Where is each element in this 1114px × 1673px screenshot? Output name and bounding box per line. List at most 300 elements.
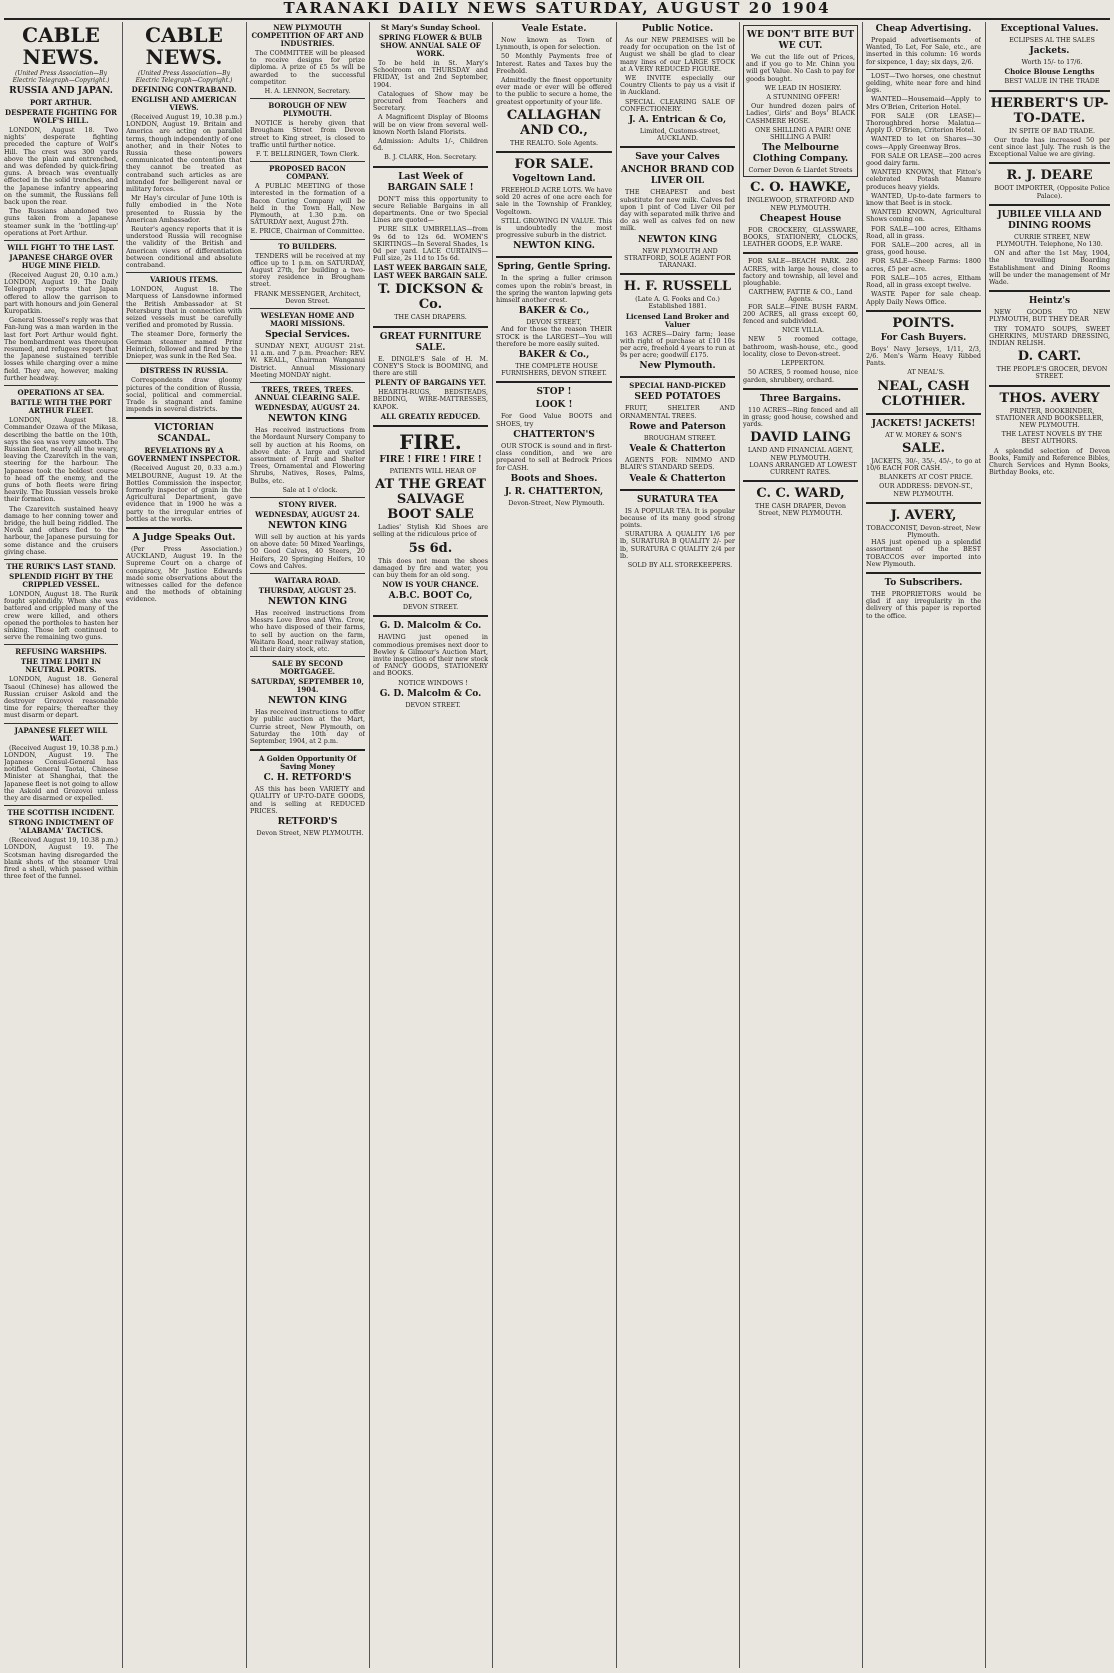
ad-text: THE CASH DRAPERS. [394, 313, 467, 322]
ad-title: C. H. RETFORD'S [263, 773, 352, 784]
ad-text: AGENTS FOR: NIMMO AND BLAIR'S STANDARD SEEDS. [620, 456, 735, 472]
ad-text: For Good Value BOOTS and SHOES, try [496, 412, 612, 428]
notice-title: WEDNESDAY, AUGUST 24. [255, 403, 360, 413]
article-paragraph: The steamer Dore, formerly the German steamer named Prinz Heinrich, followed and fired by the Dnieper, was sunk in the Red Sea. [126, 330, 242, 361]
divider [989, 90, 1110, 92]
notice-title: TREES, TREES, TREES. ANNUAL CLEARING SALE. [254, 385, 361, 403]
notice-title: PROPOSED BACON COMPANY. [269, 164, 346, 182]
ad-text: THE PROPRIETORS would be glad if any irregularity in the delivery of this paper is reported to the office. [866, 589, 981, 620]
classified-ad: WANTED—Housemaid—Apply to Mrs O'Brien, Criterion Hotel. [866, 95, 981, 111]
ad-title: RETFORD'S [277, 816, 338, 827]
ad-title: NEWTON KING [637, 234, 718, 245]
column-rule [122, 22, 123, 1668]
subheading: VARIOUS ITEMS. [150, 275, 218, 285]
ad-title: ANCHOR BRAND COD LIVER OIL [620, 165, 735, 187]
column-1 [4, 22, 118, 1668]
ad-title: ALL GREATLY REDUCED. [380, 411, 481, 421]
divider [620, 146, 735, 148]
ad-title: CALLAGHAN AND CO., [506, 107, 602, 138]
notice-title: St Mary's Sunday School. [380, 23, 481, 32]
subheading: DEFINING CONTRABAND. [131, 85, 237, 94]
divider [743, 388, 858, 390]
notice-text: A PUBLIC MEETING of those interested in the formation of a Bacon Curing Company will be held in the Town Hall, New Plymouth, at 1.30 p.m. on SATURDAY next, August 27th. [250, 182, 365, 227]
ad-title: Veale & Chatterton [629, 444, 726, 455]
ad-title: CHATTERTON'S [513, 429, 595, 440]
ad-title: DAVID LAING [750, 430, 851, 446]
ad-title: NOW IS YOUR CHANCE. [382, 580, 479, 590]
ad-text: AS this has been VARIETY and QUALITY of UP-TO-DATE GOODS, and is selling at REDUCED PRICES. [250, 785, 365, 815]
ad-text: A splendid selection of Devon Books, Family and Reference Bibles, Church Services and Hymn Books, Birthday Books, etc. [989, 446, 1110, 477]
article-paragraph: Correspondents draw gloomy pictures of the condition of Russia, social, political and commercial. Trade is stagnant and famine impends in several districts. [126, 376, 242, 414]
column-heading: CABLE NEWS. [145, 23, 223, 69]
notice-title: STONY RIVER. [278, 499, 337, 509]
ad-text: Our hundred dozen pairs of Ladies', Girls' and Boys' BLACK CASHMERE HOSE. [746, 102, 855, 125]
ad-title: SEED POTATOES [634, 392, 721, 403]
ad-text: Devon-Street, New Plymouth. [508, 498, 605, 507]
article-paragraph: LONDON, August 18. Two nights' desperate fighting preceded the capture of Wolf's Hill. The crest was 300 yards above the plain and entrenched, and was defended by quick-firing guns. A breach was eventually effected in the solid trenches, and the Japanese infantry appearing on the summit, the Russians fell back upon the rear. [4, 126, 118, 207]
ad-text: INGLEWOOD, STRATFORD AND NEW PLYMOUTH. [746, 196, 855, 212]
divider [250, 749, 365, 751]
ad-title: Boots and Shoes. [510, 473, 598, 484]
ad-text: AT W. MOREY & SON'S [885, 430, 962, 439]
ad-text: FOR SALE—BEACH PARK. 280 ACRES, with large house, close to factory and township, all level and ploughable. [743, 257, 858, 288]
ad-text: BROUGHAM STREET. [643, 433, 717, 442]
ad-text: AT NEAL'S. [907, 368, 945, 377]
ad-title: FIRE ! FIRE ! FIRE ! [379, 454, 482, 465]
subheading: THE RURIK'S LAST STAND. [6, 561, 116, 571]
ad-text: Admittedly the finest opportunity ever made or ever will be offered to the public to secure a home, the greatest opportunity of your life. [496, 76, 612, 106]
divider [743, 480, 858, 482]
ad-title: J. A. Entrican & Co, [628, 115, 727, 126]
ad-text: FOR SALE—FINE BUSH FARM. 200 ACRES, all grass except 60, fenced and subdivided. [743, 302, 858, 326]
article-paragraph: (Received August 20, 0.10 a.m.) LONDON, August 19. The Daily Telegraph reports that Japan offered to allow the garrison to part with honours and join General Kuropatkin. [4, 271, 118, 316]
ad-title: G. D. Malcolm & Co. [379, 621, 482, 632]
divider [250, 656, 365, 657]
notice-signature: H. A. LENNON, Secretary. [264, 87, 351, 96]
auctioneer-name: NEWTON KING [267, 596, 348, 607]
ad-text: And for those the reason THEIR STOCK is the LARGEST—You will therefore be more easily suited. [496, 325, 612, 348]
column-rule [492, 22, 493, 1668]
column-3 [250, 22, 365, 1668]
divider [250, 161, 365, 162]
classified-ad: WASTE Paper for sale cheap. Apply Daily News Office. [866, 290, 981, 306]
classified-ad: WANTED KNOWN, that Fitton's celebrated Potash Manure produces heavy yields. [866, 168, 981, 191]
notice-signature: FRANK MESSENGER, Architect, Devon Street. [254, 289, 361, 305]
notice-title: SATURDAY, SEPTEMBER 10, 1904. [251, 677, 364, 695]
classified-ad: FOR SALE—105 acres, Eltham Road, all in grass except twelve. [866, 273, 981, 290]
ad-title: A Golden Opportunity Of Saving Money [258, 754, 357, 772]
ad-title: NEWTON KING. [513, 241, 595, 252]
ad-title: R. J. DEARE [1006, 168, 1093, 184]
ad-title: For Cash Buyers. [880, 332, 967, 343]
subheading: THE SCOTTISH INCIDENT. [7, 808, 115, 818]
ad-text: BLANKETS AT COST PRICE. [879, 473, 973, 482]
ad-text: DON'T miss this opportunity to secure Reliable Bargains in all departments. One or two Special Lines are quoted— [373, 194, 488, 225]
divider [250, 573, 365, 574]
ad-title: Public Notice. [641, 24, 714, 34]
notice-signature: CARTHEW, FATTIE & CO., Land Agents. [748, 288, 853, 304]
divider [866, 413, 981, 415]
divider [866, 502, 981, 504]
ad-text: BOOT IMPORTER, (Opposite Police Palace). [994, 184, 1110, 200]
column-9 [989, 22, 1110, 1668]
ad-title: Veale & Chatterton [629, 473, 726, 484]
ad-text: PRINTER, BOOKBINDER, STATIONER AND BOOKSELLER, NEW PLYMOUTH. [995, 406, 1104, 430]
divider [126, 272, 242, 273]
divider [989, 385, 1110, 387]
ad-title: J. R. CHATTERTON, [504, 486, 604, 497]
ad-text: Prepaid advertisements of Wanted, To Let, For Sale, etc., are inserted in this column: 16 words for sixpence, 1 day; six days, 2/6. [866, 36, 981, 66]
ad-text: This does not mean the shoes damaged by fire and water, you can buy them for an old song. [373, 556, 488, 579]
ad-text: SPECIAL CLEARING SALE OF CONFECTIONERY. [620, 97, 735, 113]
byline: (United Press Association—By Electric Telegraph—Copyright.) [135, 70, 233, 84]
ad-title: Heintz's [1028, 296, 1071, 307]
ad-text: 110 ACRES—Ring fenced and all in grass; good house, cowshed and yards. [743, 405, 858, 429]
ad-title: A.B.C. BOOT Co, [388, 591, 473, 602]
divider [4, 559, 118, 560]
classified-ad: WANTED, Up-to-date farmers to know that Beet is in stock. [866, 191, 981, 208]
subheading: ENGLISH AND AMERICAN VIEWS. [131, 95, 237, 112]
ad-text: Devon Street, NEW PLYMOUTH. [256, 828, 364, 837]
column-6 [620, 22, 735, 1668]
column-rule [739, 22, 740, 1668]
article-paragraph: The Russians abandoned two guns taken from a Japanese steamer sunk in the 'bottling-up' operations at Port Arthur. [4, 207, 118, 237]
article-paragraph: Reuter's agency reports that it is understood Russia will recognise the validity of the British and American views of differentiation between conditional and absolute contraband. [126, 225, 242, 270]
divider [496, 151, 612, 153]
column-8 [866, 22, 981, 1668]
notice-signature: B. J. CLARK, Hon. Secretary. [384, 153, 477, 162]
column-rule [985, 22, 986, 1668]
ad-text: STILL GROWING IN VALUE. This is undoubtedly the most progressive suburb in the district. [496, 216, 612, 240]
column-rule [616, 22, 617, 1668]
subheading: BATTLE WITH THE PORT ARTHUR FLEET. [10, 398, 112, 416]
ad-text: THE REALTO. Sole Agents. [509, 138, 599, 147]
section-heading: A Judge Speaks Out. [132, 532, 236, 543]
ad-text: LEPPERTON. [781, 359, 825, 368]
divider [126, 417, 242, 419]
subheading: THE TIME LIMIT IN NEUTRAL PORTS. [20, 657, 102, 675]
ad-title: LAST WEEK BARGAIN SALE, LAST WEEK BARGAIN SALE. [373, 263, 488, 281]
divider [250, 239, 365, 240]
ad-text: Limited, Customs-street, AUCKLAND. [639, 127, 721, 143]
article-paragraph: (Per Press Association.) AUCKLAND, August 19. In the Supreme Court on a charge of conspiracy, Mr Justice Edwards made some observations about the witnesses called for the defence and the methods of obtaining evidence. [126, 544, 242, 604]
ad-text: THE LATEST NOVELS BY THE BEST AUTHORS. [1001, 430, 1103, 446]
divider [373, 425, 488, 427]
notice-title: TO BUILDERS. [278, 241, 337, 251]
notice-text: TENDERS will be received at my office up to 1 p.m. on SATURDAY, August 27th, for building a two-storey residence in Brougham street. [250, 251, 365, 289]
ad-text: In the spring a fuller crimson comes upon the robin's breast, in the spring the wanton lapwing gets himself another crest. [496, 274, 612, 305]
ad-title: BAKER & Co., [518, 350, 590, 361]
article-paragraph: The Czarevitch sustained heavy damage to her conning tower and bridge, the hull being riddled. The Novik and others fled to the harbour, the Japanese pursuing for some distance and the cruisers giving chase. [4, 504, 118, 556]
ad-title: Exceptional Values. [1000, 24, 1099, 34]
divider [866, 69, 981, 70]
divider [4, 723, 118, 724]
ad-text: IN SPITE OF BAD TRADE. [1009, 126, 1095, 135]
auctioneer-name: NEWTON KING [267, 520, 348, 531]
divider [126, 527, 242, 529]
divider [4, 644, 118, 645]
classified-ad: FOR SALE (OR LEASE)—Thoroughbred horse Malatua—Apply D. O'Brien, Criterion Hotel. [866, 111, 981, 135]
classified-ad: LOST—Two horses, one chestnut gelding, white near fore and hind legs. [866, 71, 981, 95]
notice-title: WESLEYAN HOME AND MAORI MISSIONS. [260, 311, 355, 329]
ad-title: WE DON'T BITE BUT WE CUT. [746, 30, 855, 51]
column-rule [369, 22, 370, 1668]
ad-text: Corner Devon & Liardet Streets [748, 166, 853, 175]
ad-title: The Melbourne Clothing Company. [752, 143, 849, 165]
ad-text: NEW GOODS TO NEW PLYMOUTH, BUT THEY DEAR [989, 308, 1110, 324]
ad-text: ECLIPSES AL THE SALES [1009, 36, 1095, 44]
ad-text: FOR CROCKERY, GLASSWARE, BOOKS, STATIONERY, CLOCKS, LEATHER GOODS, E.P. WARE. [743, 225, 858, 249]
masthead-rule [4, 18, 1110, 20]
classified-ad: FOR SALE OR LEASE—200 acres good dairy farm. [866, 151, 981, 168]
ad-text: PURE SILK UMBRELLAS—from 9s 6d to 12s 6d. WOMEN'S SKIRTINGS—In Several Shades, 1s 0d per yard. LACE CURTAINS—Full size, 2s 11d to 15s 6d. [373, 225, 488, 263]
divider [373, 166, 488, 168]
ad-text: TRY TOMATO SOUPS, SWEET GHERKINS, MUSTARD DRESSING, INDIAN RELISH. [989, 324, 1110, 348]
ad-title: Spring, Gentle Spring. [497, 262, 611, 273]
ad-text: We cut the life out of Prices, and if you go to Mr. Chinn you will get Value. No Cash to pay for goods bought. [746, 53, 855, 83]
ad-text: HAVING just opened in commodious premises next door to Bewley & Gilmour's Auction Mart, invite inspection of their new stock of FANCY GOODS, STATIONERY and BOOKS. [373, 633, 488, 678]
section-heading: VICTORIAN SCANDAL. [154, 423, 214, 445]
article-paragraph: (Received August 20, 0.33 a.m.) MELBOURNE, August 19. At the Bottles Commission the inspector, formerly inspector of grain in the Agricultural Department, gave evidence that in 1900 he was a party to the irregular entries of bottles at the works. [126, 464, 242, 523]
notice-text: A Magnificent Display of Blooms will be on view from several well-known North Island Florists. [373, 113, 488, 136]
ad-title: LOOK ! [535, 400, 573, 411]
column-5 [496, 22, 612, 1668]
ad-title: C. O. HAWKE, [750, 180, 851, 196]
ad-title: Cheap Advertising. [875, 24, 972, 34]
article-paragraph: (Received August 19, 10.38 p.m.) LONDON, August 19. Britain and America are acting on parallel terms, though independently of one another, and in their Notes to Russia these powers communicated the contention that they cannot be treated as contraband such articles as are intended for belligerent naval or military forces. [126, 113, 242, 194]
ad-text: WE INVITE especially our Country Clients to pay us a visit if in Auckland. [620, 74, 735, 97]
auctioneer-name: NEWTON KING [267, 696, 348, 707]
ad-title: Licensed Land Broker and Valuer [625, 311, 730, 329]
ad-text: THE COMPLETE HOUSE FURNISHERS, DEVON STREET. [501, 362, 607, 378]
divider [4, 805, 118, 806]
notice-title: SPRING FLOWER & BULB SHOW. ANNUAL SALE OF WORK. [378, 33, 483, 58]
subheading: JAPANESE CHARGE OVER HUGE MINE FIELD. [9, 253, 113, 271]
ad-text: THE CASH DRAPER, Devon Street, NEW PLYMOUTH. [755, 502, 846, 518]
article-paragraph: LONDON, August 18. The Marquess of Lansdowne informed the British Ambassador at St Petersburg that in connection with seized vessels must be carefully verified and promoted by Russia. [126, 285, 242, 330]
ad-text: (Late A. G. Fooks and Co.) Established 1881. [635, 295, 720, 311]
notice-text: Admission: Adults 1/-, Children 6d. [373, 137, 488, 153]
notice-title: SALE BY SECOND MORTGAGEE. [272, 659, 343, 677]
divider [989, 162, 1110, 164]
classified-ad: FOR SALE—200 acres, all in grass, good house. [866, 241, 981, 257]
ad-text: Boys' Navy Jerseys, 1/11, 2/3, 2/6. Men's Warm Heavy Ribbed Pants. [866, 344, 981, 368]
divider [620, 273, 735, 275]
ad-title: Veale Estate. [521, 24, 587, 34]
ad-title: AT THE GREAT SALVAGE BOOT SALE [375, 477, 486, 523]
divider [620, 489, 735, 491]
subheading: SPLENDID FIGHT BY THE CRIPPLED VESSEL. [9, 571, 113, 589]
ad-price: 5s 6d. [408, 540, 453, 556]
column-7 [743, 22, 858, 1668]
ad-text: THE PEOPLE'S GROCER, DEVON STREET. [996, 365, 1108, 381]
subheading: REVELATIONS BY A GOVERNMENT INSPECTOR. [127, 446, 241, 464]
divider [989, 290, 1110, 292]
classified-ad: FOR SALE—100 acres, Elthams Road, all in grass. [866, 224, 981, 240]
notice-title: WEDNESDAY, AUGUST 24. [255, 509, 360, 519]
notice-text: Has received instructions from Messrs Love Bros and Wm. Crow, who have disposed of their farms, to sell by auction on the farm, Waitara Road, near railway station, all their dairy stock, etc. [250, 608, 365, 653]
ad-text: OUR ADDRESS: DEVON-ST., NEW PLYMOUTH. [879, 482, 973, 498]
ad-text: NOTICE WINDOWS ! [398, 678, 468, 687]
column-2 [126, 22, 242, 1668]
masthead-title: TARANAKI DAILY NEWS SATURDAY, AUGUST 20 1904 [283, 0, 831, 17]
column-heading: CABLE NEWS. [22, 23, 100, 69]
classified-ad: FOR SALE—Sheep Farms: 1800 acres, £5 per acre. [866, 257, 981, 273]
notice-signature: E. PRICE, Chairman of Committee. [250, 227, 365, 236]
ad-title: JUBILEE VILLA AND DINING ROOMS [997, 209, 1102, 231]
notice-text: Catalogues of Show may be procured from Teachers and Secretary. [373, 89, 488, 113]
subheading: WILL FIGHT TO THE LAST. [7, 243, 115, 253]
classified-ad: WANTED KNOWN, Agricultural Shows coming on. [866, 208, 981, 224]
ad-text: THE CHEAPEST and best substitute for new milk. Calves fed upon 1 pint of Cod Liver Oil per day with separated milk thrive and do as well as calves fed on new milk. [620, 188, 735, 233]
ad-box [743, 25, 858, 177]
ad-text: ON and after the 1st May, 1904, the travelling Boarding Establishment and Dining Rooms will be under the management of Mr Wade. [989, 249, 1110, 287]
ad-title: Vogeltown Land. [512, 174, 596, 185]
ad-text: DEVON STREET. [402, 603, 459, 612]
byline: (United Press Association—By Electric Telegraph—Copyright.) [12, 70, 110, 84]
ad-text: 50 ACRES, 5 roomed house, nice garden, shrubbery, orchard. [743, 368, 858, 384]
ad-title: PLENTY OF BARGAINS YET. [375, 378, 486, 388]
ad-text: SURATURA A QUALITY 1/6 per lb, SURATURA B QUALITY 2/- per lb, SURATURA C QUALITY 2/4 per lb. [620, 530, 735, 560]
divider [250, 308, 365, 309]
ad-text: A STUNNING OFFER! [766, 93, 840, 102]
notice-text: The COMMITTEE will be pleased to receive designs for prize diploma. A prize of £5 5s will be awarded to the successful competitor. [250, 49, 365, 86]
ad-text: NICE VILLA. [782, 326, 824, 335]
divider [620, 376, 735, 378]
ad-title: SURATURA TEA [637, 494, 718, 505]
ad-title: Cheapest House [759, 213, 842, 224]
notice-text: NOTICE is hereby given that Brougham Street from Devon street to King street, is closed to traffic until further notice. [250, 119, 365, 149]
ad-title: STOP ! [536, 387, 572, 398]
notice-title: THURSDAY, AUGUST 25. [258, 585, 357, 595]
article-paragraph: Mr Hay's circular of June 10th is fully embodied in the Note presented to Russia by the American Ambassador. [126, 194, 242, 224]
notice-title: BOROUGH OF NEW PLYMOUTH. [268, 101, 347, 119]
column-4 [373, 22, 488, 1668]
notice-text: SUNDAY NEXT, AUGUST 21st. 11 a.m. and 7 p.m. Preacher: REV. W. KEALL, Chairman Wanganui District. Annual Missionary Meeting MONDAY night. [250, 342, 365, 379]
ad-title: T. DICKSON & Co. [378, 282, 483, 313]
ad-text: IS A POPULAR TEA. It is popular because of its many good strong points. [620, 506, 735, 529]
ad-title: JACKETS! JACKETS! [871, 418, 976, 429]
divider [866, 310, 981, 312]
ad-text: E. DINGLE'S Sale of H. M. CONEY'S Stock is BOOMING, and there are still [373, 354, 488, 378]
divider [4, 385, 118, 386]
divider [250, 497, 365, 498]
ad-title: C. C. WARD, [756, 486, 845, 502]
notice-signature: F. T. BELLRINGER, Town Clerk. [255, 150, 360, 159]
divider [743, 252, 858, 254]
divider [496, 256, 612, 258]
notice-text: To be held in St. Mary's Schoolroom on THURSDAY and FRIDAY, 1st and 2nd September, 1904. [373, 59, 488, 89]
ad-title: Jackets. [1029, 46, 1070, 57]
notice-title: Special Services. [265, 330, 350, 341]
subheading: REFUSING WARSHIPS. [15, 647, 107, 657]
notice-title: NEW PLYMOUTH COMPETITION OF ART AND INDUSTRIES. [251, 23, 364, 48]
ad-text: FRUIT, SHELTER AND ORNAMENTAL TREES. [620, 404, 735, 420]
ad-title: THOS. AVERY [999, 390, 1100, 406]
ad-title: G. D. Malcolm & Co. [379, 688, 482, 699]
divider [250, 382, 365, 383]
ad-text: WE LEAD IN HOSIERY. [764, 83, 842, 92]
subheading: PORT ARTHUR. [29, 98, 92, 107]
subheading: STRONG INDICTMENT OF 'ALABAMA' TACTICS. [8, 818, 114, 836]
column-rule [862, 22, 863, 1668]
notice-text: Has received instructions from the Mordaunt Nursery Company to sell by auction at his Rooms, on above date: A large and varied assortment of Fruit and Shelter Trees, Ornamental and Flowering Shrubs, Natives, Roses, Palms, Bulbs, etc. [250, 426, 365, 485]
ad-text: 50 Monthly Payments free of Interest. Rates and Taxes buy the Freehold. [496, 52, 612, 75]
ad-text: As our NEW PREMISES will be ready for occupation on the 1st of August we shall be glad to clear many lines of our LARGE STOCK at A VERY REDUCED FIGURE. [620, 36, 735, 73]
ad-title: NEAL, CASH CLOTHIER. [877, 378, 970, 409]
ad-title: D. CART. [1017, 349, 1082, 365]
ad-title: Save your Calves [635, 152, 720, 163]
ad-text: Now known as Town of Lynmouth, is open for selection. [496, 36, 612, 52]
ad-text: CURRIE STREET, NEW PLYMOUTH. Telephone, No 130. [996, 232, 1103, 249]
ad-title: J. AVERY, [890, 507, 957, 523]
divider [373, 615, 488, 617]
ad-title: BAKER & Co., [518, 306, 590, 317]
ad-title: Choice Blouse Lengths [1004, 67, 1095, 77]
classified-ad: WANTED to let on Shares—30 cows—Apply Greenway Bros. [866, 135, 981, 151]
divider [866, 572, 981, 574]
ad-text: HAS just opened up a splendid assortment of the BEST TOBACCOS ever imported into New Plymouth. [866, 538, 981, 568]
ad-title: SPECIAL HAND-PICKED [629, 381, 726, 391]
ad-text: 163 ACRES—Dairy farm; lease with right of purchase at £10 10s per acre, freehold 4 years to run at 9s per acre; goodwill £175. [620, 329, 735, 360]
divider [496, 381, 612, 383]
article-paragraph: LONDON, August 18. General Tsaoul (Chinese) has allowed the Russian cruiser Askold and the destroyer Grozovoi reasonable time for repairs; thereafter they must disarm or depart. [4, 675, 118, 720]
ad-title: Rowe and Paterson [629, 421, 726, 432]
article-paragraph: (Received August 19, 10.38 p.m.) LONDON, August 19. The Japanese Consul-General has notified General Taotai, Chinese Minister at Shanghai, that the Japanese fleet is not going to allow the Askold and Grozovoi unless they are disarmed or expelled. [4, 743, 118, 803]
subheading: DISTRESS IN RUSSIA. [139, 366, 229, 376]
ad-text: Worth 15/- to 17/6. [1021, 58, 1083, 67]
ad-text: NEW PLYMOUTH AND STRATFORD, SOLE AGENT FOR TARANAKI. [624, 246, 731, 270]
ad-text: ONE SHILLING A PAIR! ONE SHILLING A PAIR! [754, 125, 852, 142]
ad-title: SALE. [901, 440, 946, 456]
article-paragraph: LONDON, August 18. The Rurik fought splendidly. When she was battered and crippled many of the crew were killed, and others opened the portholes to hasten her sinking. Those left continued to serve the remaining two guns. [4, 589, 118, 642]
ad-text: BEST VALUE IN THE TRADE [1004, 77, 1100, 86]
ad-text: PATIENTS WILL HEAR OF [389, 466, 477, 475]
subheading: DESPERATE FIGHTING FOR WOLF'S HILL. [5, 108, 117, 125]
ad-text: NEW 5 roomed cottage, bathroom, wash-house, etc., good locality, close to Devon-street. [743, 335, 858, 358]
ad-title: New Plymouth. [639, 361, 716, 372]
subheading: JAPANESE FLEET WILL WAIT. [14, 725, 108, 743]
ad-title: Three Bargains. [759, 393, 842, 404]
ad-text: HEARTH-RUGS, BEDSTEADS, BEDDING, WIRE-MATTRESSES, KAPOK. [373, 388, 488, 411]
ad-title: HERBERT'S UP-TO-DATE. [990, 95, 1109, 126]
ad-text: Our trade has increased 50 per cent since last July. The rush is the Exceptional Value we are giving. [989, 135, 1110, 159]
ad-title: POINTS. [892, 315, 955, 331]
ad-title: FIRE. [399, 429, 462, 454]
ad-title: Last Week of BARGAIN SALE ! [387, 171, 474, 193]
ad-title: FOR SALE. [514, 157, 594, 173]
ad-text: LAND AND FINANCIAL AGENT, NEW PLYMOUTH. [747, 446, 854, 462]
ad-text: SOLD BY ALL STOREKEEPERS. [627, 560, 733, 569]
ad-text: LOANS ARRANGED AT LOWEST CURRENT RATES. [749, 460, 857, 476]
divider [126, 363, 242, 364]
ad-text: OUR STOCK is sound and in first-class condition, and we are prepared to sell at Bedrock Prices for CASH. [496, 441, 612, 472]
ad-title: To Subscribers. [884, 577, 963, 588]
ad-text: TOBACCONIST, Devon-street, New Plymouth. [866, 523, 981, 539]
ad-text: DEVON STREET, [526, 318, 582, 327]
notice-title: WAITARA ROAD. [274, 575, 341, 585]
article-paragraph: (Received August 19, 10.38 p.m.) LONDON, August 19. The Scotsman having disregarded the blank shots of the steamer Ural fired a shell, which passed within three feet of the funnel. [4, 836, 118, 881]
subheading: OPERATIONS AT SEA. [17, 388, 105, 398]
article-paragraph: General Stoessel's reply was that Fan-lung was a man warden in the last fort Port Arthur would fight. The bombardment was thereupon resumed, and refugees report that the Japanese sustained terrible losses while charging over a mine field. They are, however, making further headway. [4, 316, 118, 382]
ad-text: DEVON STREET. [405, 700, 461, 709]
ad-title: H. F. RUSSELL [623, 279, 732, 295]
article-paragraph: LONDON, August 18. Commander Ozawa of the Mikasa, describing the battle on the 10th, says the sea was very smooth. The Russian fleet, nearly all the weary, leaving the Czarevitch in the van, steering for the harbour. The Japanese took the boldest course to head off the enemy, and the guns of both fleets were firing heavily. The Russian vessels broke their formation. [4, 416, 118, 504]
ad-title: GREAT FURNITURE SALE. [379, 331, 482, 353]
divider [4, 240, 118, 241]
ad-text: FREEHOLD ACRE LOTS. We have sold 20 acres of one acre each for sale in the Township of Frankley, Vogeltown. [496, 186, 612, 216]
divider [250, 98, 365, 99]
